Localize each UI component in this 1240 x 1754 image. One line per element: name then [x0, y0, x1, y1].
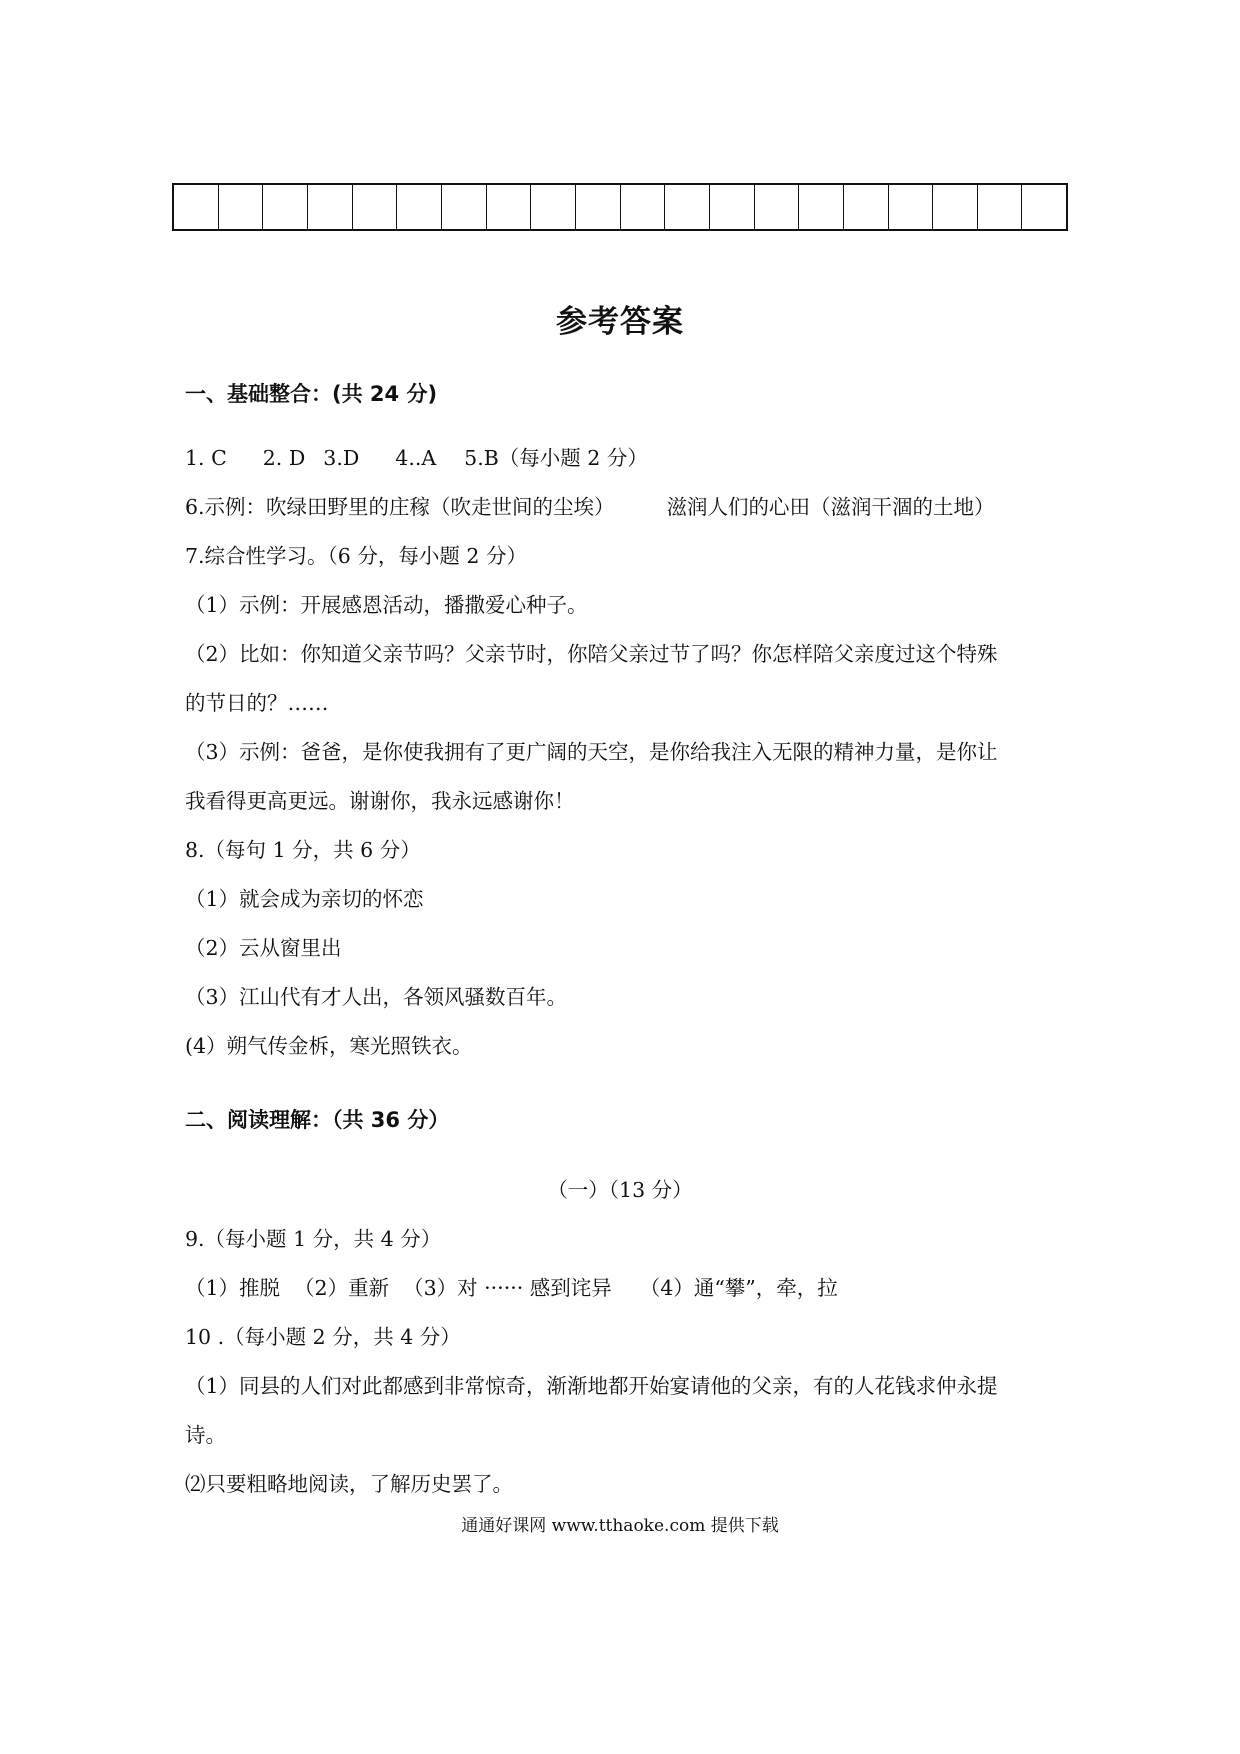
section-1-heading: 一、基础整合：(共 24 分) — [185, 382, 438, 406]
answer-9-1: （1）推脱 — [185, 1276, 281, 1300]
answer-grid-cell — [487, 185, 532, 229]
answer-7-3-line1: （3）示例：爸爸，是你使我拥有了更广阔的天空，是你给我注入无限的精神力量，是你让 — [185, 740, 998, 764]
answer-8-1: （1）就会成为亲切的怀恋 — [185, 887, 424, 911]
answer-5: 5.B（每小题 2 分） — [464, 446, 648, 470]
answer-10-1-line1: （1）同县的人们对此都感到非常惊奇，渐渐地都开始宴请他的父亲，有的人花钱求仲永提 — [185, 1374, 998, 1398]
reading-part-1-heading: （一）（13 分） — [547, 1178, 693, 1202]
question-9: 9.（每小题 1 分，共 4 分） — [185, 1227, 442, 1251]
answer-6-part-b: 滋润人们的心田（滋润干涸的土地） — [666, 495, 995, 519]
answer-9-4: （4）通“攀”，牵，拉 — [639, 1276, 838, 1300]
answer-6-part-a: 6.示例：吹绿田野里的庄稼（吹走世间的尘埃） — [185, 495, 615, 519]
answers-1-5 — [185, 448, 648, 469]
answer-grid-cell — [1022, 185, 1066, 229]
answer-grid-cell — [933, 185, 978, 229]
answer-8-2: （2）云从窗里出 — [185, 936, 342, 960]
answer-4: 4..A — [395, 446, 437, 470]
answer-grid-cell — [308, 185, 353, 229]
answers-9 — [185, 1278, 838, 1299]
answer-grid-cell — [710, 185, 755, 229]
section-2-heading: 二、阅读理解：（共 36 分） — [185, 1108, 450, 1132]
answer-grid-cell — [174, 185, 219, 229]
question-8: 8.（每句 1 分，共 6 分） — [185, 838, 421, 862]
answer-grid-cell — [397, 185, 442, 229]
answer-grid-cell — [353, 185, 398, 229]
answer-6 — [185, 497, 995, 518]
answer-grid-cell — [219, 185, 264, 229]
answer-8-3: （3）江山代有才人出，各领风骚数百年。 — [185, 985, 568, 1009]
answer-1: 1. C — [185, 446, 227, 470]
answer-3: 3.D — [323, 446, 360, 470]
answer-7-3-line2: 我看得更高更远。谢谢你，我永远感谢你！ — [185, 789, 575, 813]
question-10: 10 .（每小题 2 分，共 4 分） — [185, 1325, 461, 1349]
answer-grid-cell — [665, 185, 710, 229]
answer-grid-cell — [889, 185, 934, 229]
answer-10-2: ⑵只要粗略地阅读，了解历史罢了。 — [185, 1472, 513, 1496]
answer-grid-cell — [755, 185, 800, 229]
answer-grid-cell — [621, 185, 666, 229]
answer-9-3: （3）对 ······ 感到诧异 — [403, 1276, 612, 1300]
page-title: 参考答案 — [556, 304, 684, 340]
answer-9-2: （2）重新 — [294, 1276, 390, 1300]
answer-7-2-line1: （2）比如：你知道父亲节吗？父亲节时，你陪父亲过节了吗？你怎样陪父亲度过这个特殊 — [185, 642, 998, 666]
question-7: 7.综合性学习。（6 分，每小题 2 分） — [185, 544, 527, 568]
answer-grid-cell — [576, 185, 621, 229]
answer-grid-cell — [263, 185, 308, 229]
answer-grid-cell — [844, 185, 889, 229]
answer-8-4: (4）朔气传金柝，寒光照铁衣。 — [185, 1034, 473, 1058]
answer-7-2-line2: 的节日的？…… — [185, 691, 329, 715]
answer-2: 2. D — [262, 446, 306, 470]
answer-grid-cell — [442, 185, 487, 229]
answer-7-1: （1）示例：开展感恩活动，播撒爱心种子。 — [185, 593, 588, 617]
answer-10-1-line2: 诗。 — [185, 1423, 226, 1447]
answer-grid-cell — [799, 185, 844, 229]
footer-source: 通通好课网 www.tthaoke.com 提供下载 — [461, 1516, 779, 1536]
answer-grid-cell — [978, 185, 1023, 229]
answer-grid — [172, 183, 1068, 231]
answer-grid-cell — [531, 185, 576, 229]
